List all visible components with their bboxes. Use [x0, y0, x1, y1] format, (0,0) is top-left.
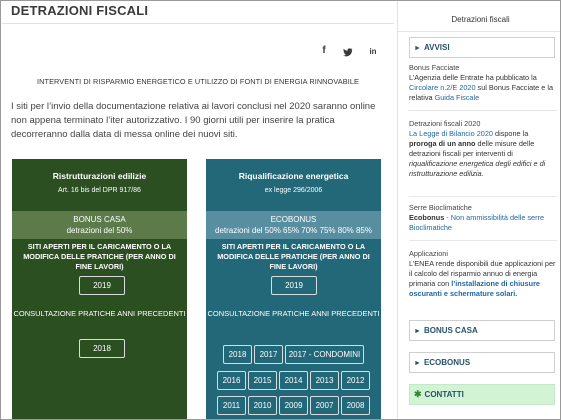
- ecobonus-sidebar-button[interactable]: [409, 352, 555, 373]
- news-body: [409, 73, 557, 103]
- applicazioni-link[interactable]: l’installazione di chiusure oscuranti e schermature solari.: [409, 279, 540, 298]
- riqualificazione-open-sites-heading: SITI APERTI PER IL CARICAMENTO O LA MODIFICA DELLE PRATICHE (PER ANNO DI FINE LAVORI): [217, 242, 370, 271]
- riqualificazione-year-button[interactable]: 2018: [223, 345, 252, 364]
- twitter-bird-glyph: [343, 47, 353, 57]
- news-body: [409, 129, 557, 179]
- chevron-right-icon: ►: [414, 360, 421, 367]
- news-text: L’Agenzia delle Entrate ha pubblicato la: [409, 73, 537, 82]
- news-text: dispone la: [492, 129, 529, 138]
- chevron-right-icon: ►: [414, 45, 421, 52]
- ristrutturazioni-open-sites-heading: SITI APERTI PER IL CARICAMENTO O LA MODIFICA DELLE PRATICHE (PER ANNO DI FINE LAVORI): [23, 242, 176, 271]
- news-text: L’ENEA rende disponibili due applicazioni per il calcolo del risparmio annuo di energia primaria con: [409, 259, 556, 288]
- riqualificazione-year-2019-button[interactable]: 2019: [271, 276, 317, 295]
- bonus-casa-rate: detrazioni del 50%: [66, 226, 133, 235]
- serre-link[interactable]: - Non ammissibilità delle serre Bioclimatiche: [409, 213, 545, 232]
- contatti-sidebar-button[interactable]: [409, 384, 555, 405]
- riqualificazione-year-button[interactable]: 2014: [279, 371, 308, 390]
- riqualificazione-consult-label: CONSULTAZIONE PRATICHE ANNI PRECEDENTI: [207, 309, 380, 318]
- news-title: Bonus Facciate: [409, 63, 460, 72]
- ristrutturazioni-subtitle: Art. 16 bis del DPR 917/86: [58, 187, 141, 194]
- news-divider: [409, 196, 557, 197]
- news-italic-text: riqualificazione energetica degli edifici e di ristrutturazione edilizia.: [409, 159, 546, 178]
- linkedin-icon[interactable]: in: [369, 47, 377, 56]
- main-content: [2, 1, 394, 420]
- ecobonus-label: ECOBONUS: [270, 215, 317, 224]
- news-title: Detrazioni fiscali 2020: [409, 119, 481, 128]
- bonus-casa-label: BONUS CASA: [73, 215, 126, 224]
- news-bold-text: proroga di un anno: [409, 139, 476, 148]
- ecobonus-band: [206, 211, 381, 239]
- sidebar: [397, 1, 561, 420]
- riqualificazione-panel: [206, 159, 381, 420]
- news-item-applicazioni: [409, 249, 557, 299]
- bonus-casa-sidebar-button[interactable]: [409, 320, 555, 341]
- intro-title: INTERVENTI DI RISPARMIO ENERGETICO E UTILIZZO DI FONTI DI ENERGIA RINNOVABILE: [37, 77, 359, 86]
- news-text: delle misure delle detrazioni fiscali per interventi di: [409, 139, 535, 158]
- news-item-serre-bioclimatiche: [409, 203, 557, 233]
- avvisi-toggle-button[interactable]: [409, 37, 555, 58]
- riqualificazione-year-button[interactable]: 2016: [217, 371, 246, 390]
- riqualificazione-year-button[interactable]: 2007: [310, 396, 339, 415]
- riqualificazione-year-button[interactable]: 2012: [341, 371, 370, 390]
- news-body: [409, 259, 557, 299]
- news-item-bonus-facciate: [409, 63, 557, 103]
- page-title: DETRAZIONI FISCALI: [11, 3, 149, 18]
- riqualificazione-year-button[interactable]: 2010: [248, 396, 277, 415]
- riqualificazione-subtitle: ex legge 296/2006: [264, 187, 323, 194]
- riqualificazione-title: Riqualificazione energetica: [238, 171, 349, 181]
- news-title: Applicazioni: [409, 249, 448, 258]
- news-item-detrazioni-2020: [409, 119, 557, 179]
- intro-text: I siti per l’invio della documentazione relativa ai lavori conclusi nel 2020 saranno online non appena terminato l’iter autorizzativo. I 90 giorni utili per inserire la pratica decorreranno dalla data di messa online dei nuovi siti.: [11, 101, 376, 140]
- circolare-link[interactable]: Circolare n.2/E 2020: [409, 83, 476, 92]
- legge-bilancio-link[interactable]: La Legge di Bilancio 2020: [409, 129, 493, 138]
- riqualificazione-year-button[interactable]: 2009: [279, 396, 308, 415]
- ristrutturazioni-consult-label: CONSULTAZIONE PRATICHE ANNI PRECEDENTI: [13, 309, 186, 318]
- riqualificazione-year-button[interactable]: 2017 - CONDOMINI: [285, 345, 364, 364]
- news-body: [409, 213, 557, 233]
- contatti-sidebar-label: CONTATTI: [424, 390, 464, 399]
- ecobonus-sidebar-label: ECOBONUS: [423, 358, 471, 367]
- riqualificazione-year-button[interactable]: 2008: [341, 396, 370, 415]
- avvisi-label: AVVISI: [423, 43, 450, 52]
- ristrutturazioni-panel: [12, 159, 187, 420]
- title-divider: [2, 23, 394, 24]
- news-bold-text: Ecobonus: [409, 213, 445, 222]
- guida-fiscale-link[interactable]: Guida Fiscale: [434, 93, 480, 102]
- chevron-right-icon: ►: [414, 328, 421, 335]
- riqualificazione-year-button[interactable]: 2013: [310, 371, 339, 390]
- twitter-icon[interactable]: [339, 45, 357, 59]
- riqualificazione-year-button[interactable]: 2015: [248, 371, 277, 390]
- news-title: Serre Bioclimatiche: [409, 203, 472, 212]
- sidebar-title: Detrazioni fiscali: [451, 15, 510, 24]
- ecobonus-rates: detrazioni del 50% 65% 70% 75% 80% 85%: [215, 226, 372, 235]
- facebook-icon[interactable]: f: [322, 45, 326, 56]
- news-divider: [409, 240, 557, 241]
- bonus-casa-sidebar-label: BONUS CASA: [423, 326, 478, 335]
- ristrutturazioni-year-2019-button[interactable]: 2019: [79, 276, 125, 295]
- asterisk-icon: ✱: [414, 389, 422, 399]
- news-divider: [409, 110, 557, 111]
- bonus-casa-band: [12, 211, 187, 239]
- riqualificazione-year-button[interactable]: 2011: [217, 396, 246, 415]
- ristrutturazioni-year-2018-button[interactable]: 2018: [79, 339, 125, 358]
- ristrutturazioni-title: Ristrutturazioni edilizie: [52, 171, 147, 181]
- news-text: sul Bonus Facciate e la relativa: [409, 83, 554, 102]
- sidebar-title-divider: [398, 31, 561, 32]
- riqualificazione-year-button[interactable]: 2017: [254, 345, 283, 364]
